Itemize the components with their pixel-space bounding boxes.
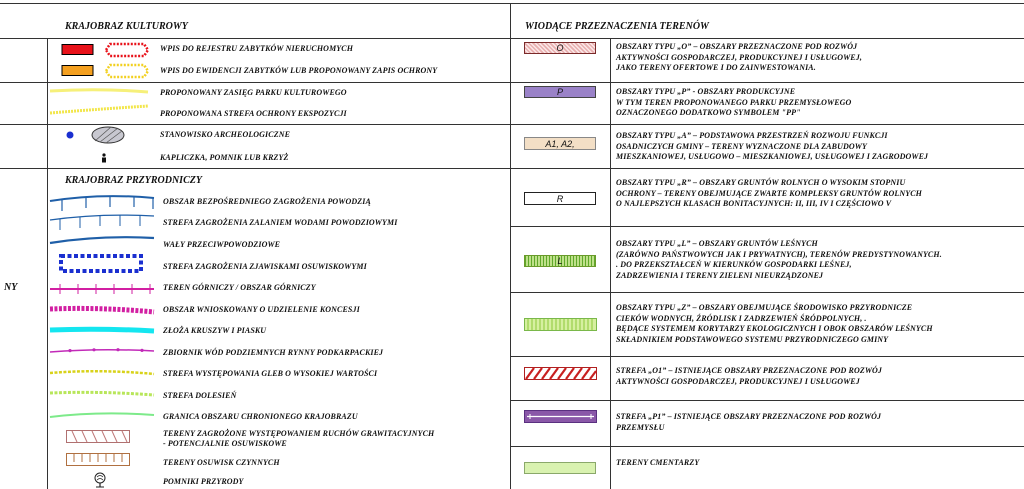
afforestation-zone-symbol <box>50 387 155 401</box>
natural-item-label: OBSZAR WNIOSKOWANY O UDZIELENIE KONCESJI <box>163 305 360 314</box>
purpose-p-description <box>616 87 851 119</box>
heritage-evidence-symbol <box>62 64 152 78</box>
cultural-item-label: PROPONOWANA STREFA OCHRONY EKSPOZYCJI <box>160 109 347 118</box>
cemetery-symbol <box>524 462 596 474</box>
aggregate-deposits-symbol <box>50 323 155 337</box>
description-line: OBSZARY TYPU „Z” – OBSZARY OBEJMUJĄCE ŚRODOWISKO PRZYRODNICZE <box>616 303 913 312</box>
groundwater-reservoir-symbol <box>50 344 155 358</box>
description-line: OSADNICZYCH GMINY – TERENY WYZNACZONE DLA ZABUDOWY <box>616 141 867 151</box>
description-line: STREFA „P1” – ISTNIEJĄCE OBSZARY PRZEZNACZONE POD ROZWÓJ <box>616 412 882 421</box>
grid-line <box>610 38 611 489</box>
description-line: OBSZARY TYPU „L” – OBSZARY GRUNTÓW LEŚNYCH <box>616 239 818 248</box>
purpose-l-symbol <box>524 255 596 267</box>
purpose-o-code: O <box>556 43 564 53</box>
natural-item-label: STREFA WYSTĘPOWANIA GLEB O WYSOKIEJ WARTOŚCI <box>163 369 378 378</box>
natural-item-label: STREFA ZAGROŻENIA ZALANIEM WODAMI POWODZIOWYMI <box>163 218 398 227</box>
active-landslides-symbol <box>66 453 132 467</box>
description-line: OBSZARY TYPU „P” - OBSZARY PRODUKCYJNE <box>616 87 796 96</box>
purpose-a-description <box>616 131 928 163</box>
grid-line <box>510 292 1024 293</box>
purpose-l-code: L <box>557 256 563 266</box>
description-line: OBSZARY TYPU „R” – OBSZARY GRUNTÓW ROLNYCH O WYSOKIM STOPNIU <box>616 178 906 187</box>
chapel-cross-icon <box>100 152 108 164</box>
description-line: BĘDĄCE SYSTEMEM KORYTARZY EKOLOGICZNYCH I OBOK OBSZARÓW LEŚNYCH <box>616 324 933 333</box>
natural-item-label: ZBIORNIK WÓD PODZIEMNYCH RYNNY PODKARPACKIEJ <box>163 348 384 357</box>
natural-item-label: STREFA DOLESIEŃ <box>163 391 237 400</box>
cultural-landscape-heading: KRAJOBRAZ KULTUROWY <box>65 21 188 32</box>
mining-area-symbol <box>50 282 155 296</box>
cultural-item-label: PROPONOWANY ZASIĘG PARKU KULTUROWEGO <box>160 88 347 97</box>
grid-line <box>0 38 1024 39</box>
description-line: STREFA „O1” – ISTNIEJĄCE OBSZARY PRZEZNACZONE POD ROZWÓJ <box>616 366 883 375</box>
description-line: OBSZARY TYPU „A” – PODSTAWOWA PRZESTRZEŃ ROZWOJU FUNKCJI <box>616 131 888 140</box>
left-edge-fragment: NY <box>4 282 18 293</box>
grid-line <box>47 38 48 489</box>
description-line: W TYM TEREN PROPONOWANEGO PARKU PRZEMYSŁOWEGO <box>616 97 852 107</box>
cultural-park-range-symbol <box>50 86 150 98</box>
cultural-item-label: STANOWISKO ARCHEOLOGICZNE <box>160 130 291 139</box>
flood-embankment-symbol <box>50 234 155 248</box>
cultural-item-label: KAPLICZKA, POMNIK LUB KRZYŻ <box>160 153 289 162</box>
grid-line <box>0 82 1024 83</box>
zone-p1-description <box>616 412 881 433</box>
flood-inundation-zone-symbol <box>50 210 155 232</box>
natural-item-label: OBSZAR BEZPOŚREDNIEGO ZAGROŻENIA POWODZIĄ <box>163 197 371 206</box>
landslide-threat-zone-symbol <box>60 255 144 273</box>
description-line: OBSZARY TYPU „O” – OBSZARY PRZEZNACZONE POD ROZWÓJ <box>616 42 858 51</box>
purpose-o-description <box>616 42 862 74</box>
archeological-site-symbol <box>62 126 132 144</box>
grid-line <box>510 3 511 489</box>
zone-o1-description <box>616 366 882 387</box>
description-line: JAKO TERENY OFERTOWE I DO ZAINWESTOWANIA. <box>616 63 816 72</box>
natural-landscape-heading: KRAJOBRAZ PRZYRODNICZY <box>65 175 202 186</box>
high-value-soils-symbol <box>50 366 155 380</box>
purpose-r-symbol <box>524 192 596 205</box>
concession-area-symbol <box>50 303 155 317</box>
nature-monument-tree-icon <box>92 472 108 488</box>
grid-line <box>510 400 1024 401</box>
cemetery-description <box>616 458 699 469</box>
zone-p1-symbol <box>524 410 598 424</box>
description-line: AKTYWNOŚCI GOSPODARCZEJ, PRODUKCYJNEJ I USŁUGOWEJ, <box>616 52 862 62</box>
purpose-p-code: P <box>556 87 563 97</box>
description-line: CIEKÓW WODNYCH, ŹRÓDLISK I ZADRZEWIEŃ ŚRÓDPOLNYCH, . <box>616 313 867 323</box>
description-line: . DO PRZEKSZTAŁCEŃ W KIERUNKÓW GOSPODARKI LEŚNEJ, <box>616 260 852 269</box>
natural-item-label: ZŁOŻA KRUSZYW I PIASKU <box>163 326 267 335</box>
description-line: TERENY CMENTARZY <box>616 458 700 467</box>
purpose-z-symbol <box>524 318 598 332</box>
purpose-a-symbol <box>524 137 596 150</box>
grid-line <box>510 446 1024 447</box>
description-line: ZADRZEWIENIA I TERENY ZIELENI NIEURZĄDZONEJ <box>616 270 824 280</box>
description-line: (ZARÓWNO PAŃSTWOWYCH JAK I PRYWATNYCH), TERENÓW PREDYSTYNOWANYCH. <box>616 249 942 259</box>
purpose-p-symbol <box>524 86 596 98</box>
description-line: MIESZKANIOWEJ, USŁUGOWO – MIESZKANIOWEJ, USŁUGOWEJ I ZAGRODOWEJ <box>616 152 929 161</box>
natural-item-label: GRANICA OBSZARU CHRONIONEGO KRAJOBRAZU <box>163 412 358 421</box>
grid-line <box>510 226 1024 227</box>
grid-line <box>510 356 1024 357</box>
purpose-r-description <box>616 178 922 210</box>
zone-o1-symbol <box>524 367 598 381</box>
protected-landscape-boundary-symbol <box>50 408 155 422</box>
grid-line <box>0 3 1024 4</box>
purpose-r-code: R <box>556 193 564 204</box>
natural-item-label: STREFA ZAGROŻENIA ZJAWISKAMI OSUWISKOWYMI <box>163 262 367 271</box>
purpose-o-symbol <box>524 42 596 54</box>
description-line: AKTYWNOŚCI GOSPODARCZEJ, PRODUKCYJNEJ I USŁUGOWEJ <box>616 376 860 386</box>
land-purposes-heading: WIODĄCE PRZEZNACZENIA TERENÓW <box>525 21 709 32</box>
grid-line <box>0 124 1024 125</box>
natural-item-label: - POTENCJALNIE OSUWISKOWE <box>163 439 287 448</box>
natural-item-label: TERENY OSUWISK CZYNNYCH <box>163 458 280 467</box>
purpose-z-description <box>616 303 933 345</box>
natural-item-label: WAŁY PRZECIWPOWODZIOWE <box>163 240 281 249</box>
cultural-item-label: WPIS DO REJESTRU ZABYTKÓW NIERUCHOMYCH <box>160 44 354 53</box>
gravitational-movement-zone-symbol <box>66 430 132 444</box>
description-line: O NAJLEPSZYCH KLASACH BONITACYJNYCH: II, III, IV I CZĘŚCIOWO V <box>616 199 892 208</box>
heritage-register-symbol <box>62 43 152 57</box>
cultural-item-label: WPIS DO EWIDENCJI ZABYTKÓW LUB PROPONOWANY ZAPIS OCHRONY <box>160 66 438 75</box>
description-line: OCHRONY – TERENY OBEJMUJĄCE ZWARTE KOMPLEKSY GRUNTÓW ROLNYCH <box>616 188 922 198</box>
natural-item-label: TEREN GÓRNICZY / OBSZAR GÓRNICZY <box>163 283 316 292</box>
purpose-l-description <box>616 239 942 281</box>
exposure-protection-zone-symbol <box>50 104 150 118</box>
description-line: SKŁADNIKIEM PODSTAWOWEGO SYSTEMU PRZYRODNICZEGO GMINY <box>616 334 889 344</box>
natural-item-label: TERENY ZAGROŻONE WYSTĘPOWANIEM RUCHÓW GRAWITACYJNYCH <box>163 429 435 438</box>
purpose-a-code: A1, A2, <box>545 138 575 149</box>
description-line: OZNACZONEGO DODATKOWO SYMBOLEM "PP" <box>616 108 801 117</box>
natural-item-label: POMNIKI PRZYRODY <box>163 477 244 486</box>
description-line: PRZEMYSŁU <box>616 422 665 432</box>
grid-line <box>0 168 1024 169</box>
